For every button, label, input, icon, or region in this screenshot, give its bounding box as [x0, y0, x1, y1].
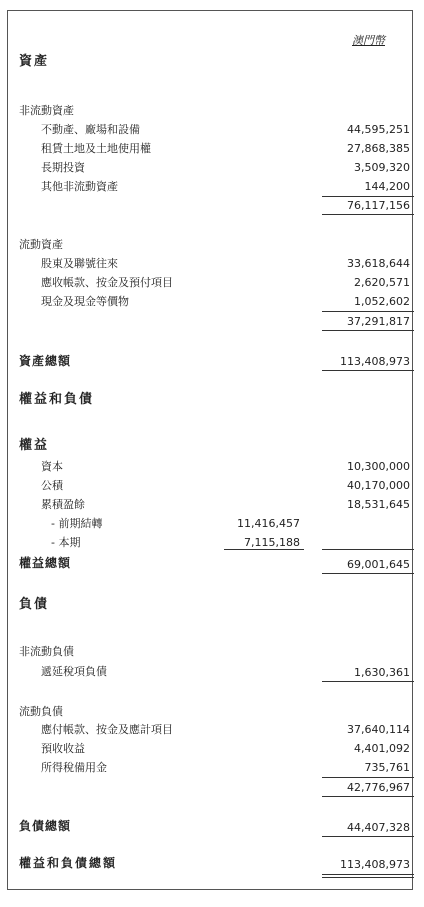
- row-value: 18,531,645: [347, 498, 410, 511]
- noncurrent-liabilities-heading: 非流動負債: [19, 645, 74, 658]
- currency-header: 澳門幣: [352, 34, 385, 47]
- row-value: 37,640,114: [347, 723, 410, 736]
- grand-total-value: 113,408,973: [340, 858, 410, 871]
- total-rule: [322, 836, 414, 837]
- row-value: 11,416,457: [237, 517, 300, 530]
- row-value: 1,052,602: [354, 295, 410, 308]
- row-value: 40,170,000: [347, 479, 410, 492]
- grand-total-label: 權益和負債總額: [19, 856, 118, 870]
- subtotal-rule: [322, 196, 414, 197]
- row-label: 應收帳款、按金及預付項目: [41, 276, 173, 289]
- row-label: 累積盈餘: [41, 498, 85, 511]
- equity-heading: 權益: [19, 438, 50, 453]
- subtotal-underline: [322, 330, 414, 331]
- subtotal-underline: [322, 796, 414, 797]
- row-label: 不動產、廠場和設備: [41, 123, 140, 136]
- subtotal-value: 76,117,156: [347, 199, 410, 212]
- subtotal-value: 42,776,967: [347, 781, 410, 794]
- row-label: 租賃土地及土地使用權: [41, 142, 151, 155]
- row-value: 4,401,092: [354, 742, 410, 755]
- assets-heading: 資產: [19, 54, 50, 69]
- row-label: 其他非流動資產: [41, 180, 118, 193]
- row-value: 735,761: [364, 761, 410, 774]
- subtotal-rule: [322, 311, 414, 312]
- total-rule: [322, 370, 414, 371]
- total-equity-label: 權益總額: [19, 556, 72, 570]
- current-liabilities-heading: 流動負債: [19, 705, 63, 718]
- row-label: 所得稅備用金: [41, 761, 107, 774]
- row-value: 27,868,385: [347, 142, 410, 155]
- grand-total-rule-top: [322, 874, 414, 875]
- row-value: 10,300,000: [347, 460, 410, 473]
- row-label: 資本: [41, 460, 63, 473]
- total-equity-value: 69,001,645: [347, 558, 410, 571]
- row-value: 1,630,361: [354, 666, 410, 679]
- liabilities-heading: 負債: [19, 597, 50, 612]
- row-value: 44,595,251: [347, 123, 410, 136]
- grand-total-rule-bottom: [322, 877, 414, 878]
- sub-rule: [224, 549, 304, 550]
- subtotal-rule: [322, 777, 414, 778]
- row-label: 長期投資: [41, 161, 85, 174]
- row-value: 7,115,188: [244, 536, 300, 549]
- total-liabilities-label: 負債總額: [19, 819, 72, 833]
- row-value: 2,620,571: [354, 276, 410, 289]
- subtotal-value: 37,291,817: [347, 315, 410, 328]
- subtotal-underline: [322, 681, 414, 682]
- row-label: 公積: [41, 479, 63, 492]
- row-value: 144,200: [364, 180, 410, 193]
- row-label: - 前期結轉: [51, 517, 103, 530]
- total-assets-label: 資產總額: [19, 354, 72, 368]
- row-label: 股東及聯號往來: [41, 257, 118, 270]
- row-value: 33,618,644: [347, 257, 410, 270]
- row-label: 應付帳款、按金及應計項目: [41, 723, 173, 736]
- row-value: 3,509,320: [354, 161, 410, 174]
- total-assets-value: 113,408,973: [340, 355, 410, 368]
- total-rule: [322, 573, 414, 574]
- row-label: 現金及現金等價物: [41, 295, 129, 308]
- current-assets-heading: 流動資產: [19, 238, 63, 251]
- subtotal-underline: [322, 214, 414, 215]
- row-label: 預收收益: [41, 742, 85, 755]
- noncurrent-assets-heading: 非流動資產: [19, 104, 74, 117]
- total-liabilities-value: 44,407,328: [347, 821, 410, 834]
- row-label: 遞延稅項負債: [41, 665, 107, 678]
- row-label: - 本期: [51, 536, 81, 549]
- subtotal-rule: [322, 549, 414, 550]
- equity-liabilities-heading: 權益和負債: [19, 392, 95, 407]
